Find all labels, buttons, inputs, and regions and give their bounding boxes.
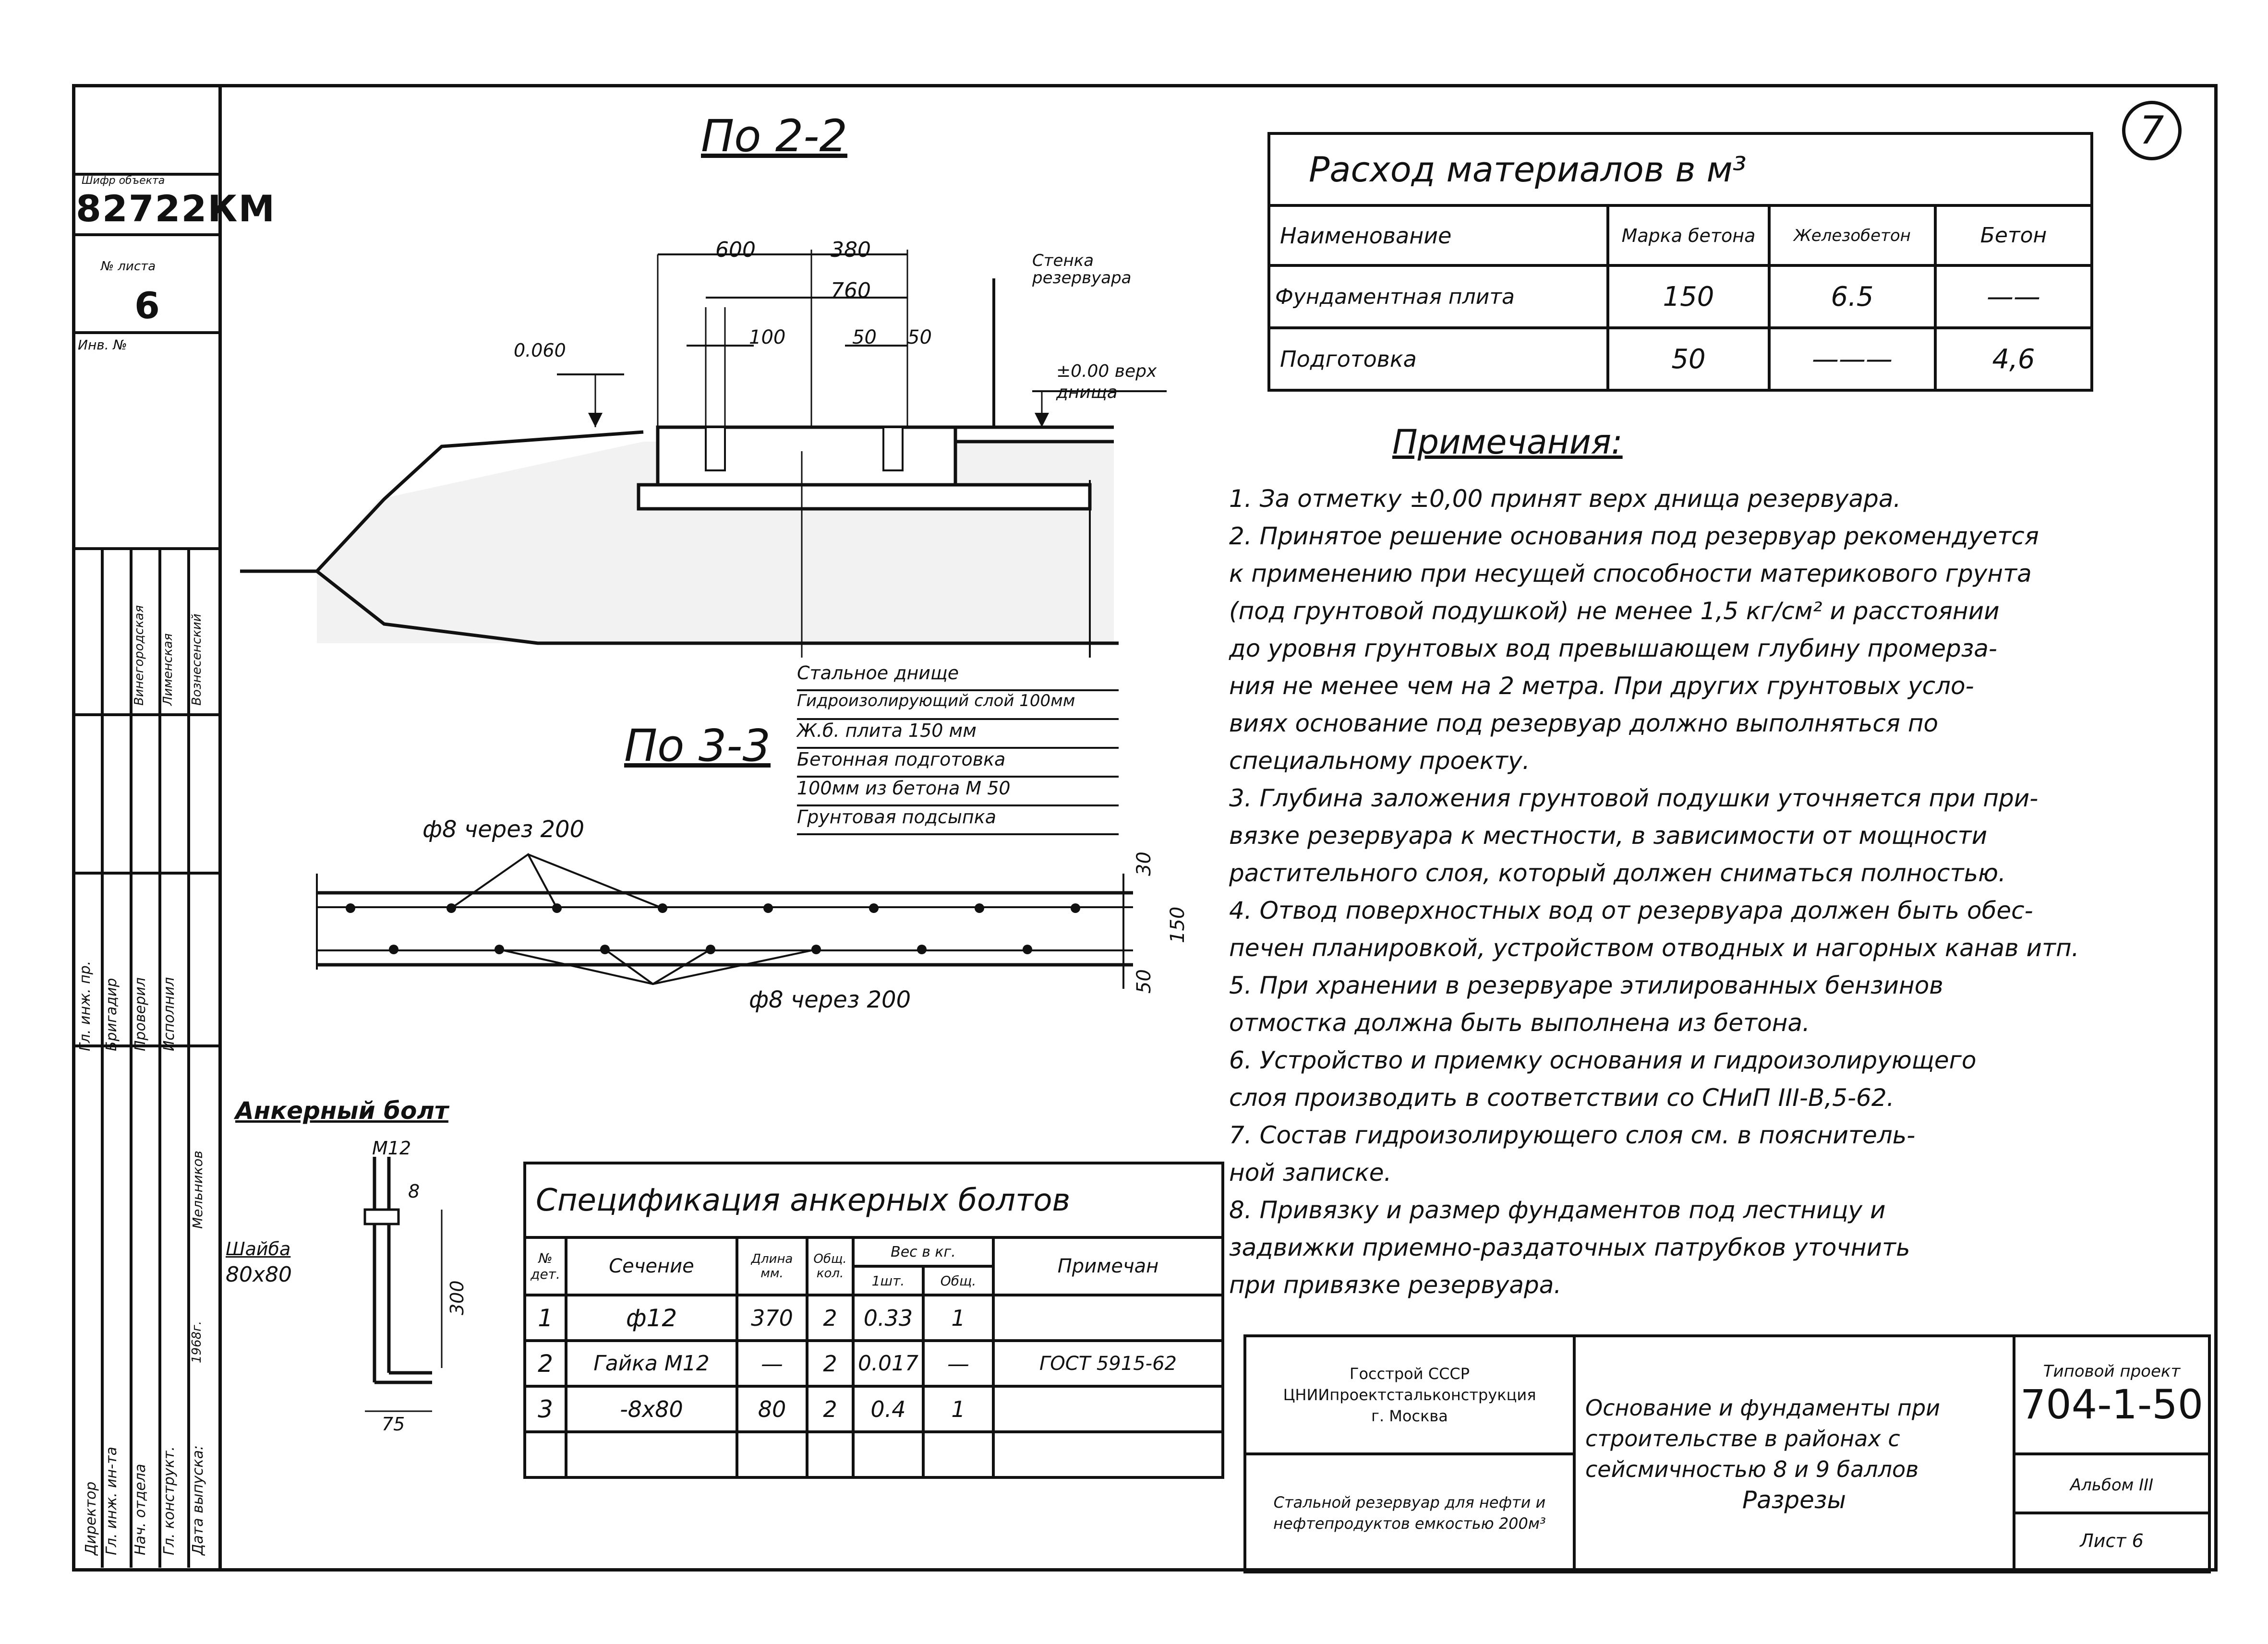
note-line-6: ния не менее чем на 2 метра. При других грунтовых усло- [1229, 672, 1974, 700]
bolt-header-wt: Общ. [923, 1266, 993, 1295]
sheet-no-box [72, 259, 218, 334]
level-right: ±0.00 верх днища [1056, 361, 1157, 402]
materials-header-concrete: Бетон [1935, 205, 2092, 265]
layer-4: Бетонная подготовка [797, 749, 1119, 778]
layer-1: Стальное днище [797, 662, 1119, 691]
materials-row2-rc: ——— [1769, 328, 1935, 390]
note-line-5: до уровня грунтовых вод превышающем глубину промерза- [1229, 635, 1997, 662]
rebar-top-label: ф8 через 200 [422, 816, 585, 843]
materials-header-rc: Железобетон [1769, 205, 1935, 265]
stamp-org: Госстрой СССР ЦНИИпроектстальконструкция г. Москва [1245, 1336, 1574, 1454]
note-line-4: (под грунтовой подушкой) не менее 1,5 кг/см² и расстоянии [1229, 597, 2000, 625]
inv-label: Инв. № [78, 337, 127, 353]
sidebar-role-5: Гл. инж. пр. [77, 960, 94, 1051]
materials-table [1267, 132, 2093, 392]
note-line-2: 2. Принятое решение основания под резервуар рекомендуется [1229, 522, 2039, 550]
dim-50b: 50 [907, 326, 932, 348]
title-stamp [1243, 1334, 2211, 1573]
section-33-title: По 3-3 [624, 720, 771, 771]
note-line-17: слоя производить в соответствии со СНиП III-В,5-62. [1229, 1084, 1894, 1112]
bolt-header-note: Примечан [993, 1237, 1223, 1295]
dim-150: 150 [1167, 906, 1189, 943]
note-line-1: 1. За отметку ±0,00 принят верх днища резервуара. [1229, 485, 1901, 513]
sidebar-role-6: Бригадир [103, 978, 120, 1051]
wall-label: Стенка резервуара [1032, 251, 1132, 288]
note-line-11: растительного слоя, который должен сниматься полностью. [1229, 859, 2006, 887]
note-line-15: отмостка должна быть выполнена из бетона. [1229, 1009, 1810, 1037]
sidebar-name-2: Вознесенский [190, 613, 204, 706]
sidebar-roles: Директор [83, 1481, 99, 1555]
sidebar-name-4: Лименская [161, 633, 175, 706]
section-22-title: По 2-2 [701, 110, 847, 162]
level-left: 0.060 [514, 340, 566, 361]
note-line-18: 7. Состав гидроизолирующего слоя см. в пояснитель- [1229, 1121, 1916, 1149]
materials-row2-name: Подготовка [1269, 328, 1608, 390]
object-code: 82722КМ [76, 187, 276, 230]
sidebar-role-7: Проверил [132, 977, 149, 1051]
anchor-title: Анкерный болт [235, 1097, 448, 1125]
layer-5: 100мм из бетона М 50 [797, 778, 1119, 806]
sidebar-role-4: Гл. конструкт. [161, 1446, 178, 1555]
materials-row1-concrete: —— [1935, 265, 2092, 328]
washer-label: Шайба [226, 1238, 291, 1260]
stamp-project-cell [2014, 1336, 2209, 1454]
stamp-title-cell [1574, 1336, 2014, 1572]
stamp-project-label: Типовой проект [2043, 1362, 2181, 1381]
bolt-header-weight: Вес в кг. [853, 1237, 993, 1266]
anchor-d75: 75 [382, 1414, 405, 1435]
note-line-12: 4. Отвод поверхностных вод от резервуара должен быть обес- [1229, 897, 2033, 924]
sidebar-role-2: Гл. инж. ин-та [103, 1447, 120, 1555]
dim-30: 30 [1133, 852, 1155, 876]
materials-row1-rc: 6.5 [1769, 265, 1935, 328]
note-line-9: 3. Глубина заложения грунтовой подушки уточняется при при- [1229, 784, 2039, 812]
materials-row2-concrete: 4,6 [1935, 328, 2092, 390]
bolt-row: 2 Гайка М12 — 2 0.017 — ГОСТ 5915-62 [525, 1341, 1223, 1386]
bolt-spec-table [523, 1162, 1224, 1479]
stamp-title: Основание и фундаменты при строительстве в районах с сейсмичностью 8 и 9 баллов [1585, 1395, 1941, 1482]
note-line-10: вязке резервуара к местности, в зависимости от мощности [1229, 822, 1988, 850]
materials-title: Расход материалов в м³ [1269, 133, 2092, 205]
anchor-m12: М12 [372, 1138, 411, 1159]
dim-50: 50 [1133, 969, 1155, 994]
stamp-album-cell [2014, 1454, 2209, 1572]
bolt-header-section: Сечение [566, 1237, 737, 1295]
bolt-header-count: Общ. кол. [807, 1237, 853, 1295]
note-line-8: специальному проекту. [1229, 747, 1530, 775]
anchor-d8: 8 [408, 1181, 420, 1202]
note-line-14: 5. При хранении в резервуаре этилированных бензинов [1229, 972, 1943, 999]
sidebar-role-8: Исполнил [161, 977, 178, 1051]
rebar-bottom-label: ф8 через 200 [749, 986, 911, 1013]
dim-100: 100 [749, 326, 786, 348]
sidebar-role-3: Нач. отдела [132, 1464, 149, 1555]
layer-2: Гидроизолирующий слой 100мм [797, 691, 1119, 720]
sidebar-name-year: 1968г. [190, 1320, 204, 1363]
bolt-row: 1 ф12 370 2 0.33 1 [525, 1295, 1223, 1341]
materials-header-name: Наименование [1269, 205, 1608, 265]
bolt-row: 3 -8х80 80 2 0.4 1 [525, 1386, 1223, 1432]
bolt-header-no: № дет. [525, 1237, 566, 1295]
stamp-sheet: Лист 6 [2080, 1530, 2144, 1551]
dim-380: 380 [831, 238, 871, 262]
note-line-20: 8. Привязку и размер фундаментов под лестницу и [1229, 1196, 1886, 1224]
bolt-spec-title: Спецификация анкерных болтов [525, 1163, 1223, 1237]
sheet-no: 6 [134, 284, 160, 327]
stamp-subtitle: Разрезы [1742, 1486, 1846, 1514]
note-line-22: при привязке резервуара. [1229, 1271, 1562, 1299]
sidebar-name-3: Винегородская [132, 605, 146, 706]
layer-6: Грунтовая подсыпка [797, 806, 1119, 835]
sheet-no-label: № листа [101, 259, 156, 274]
bolt-row [525, 1432, 1223, 1477]
note-line-19: ной записке. [1229, 1159, 1392, 1187]
dim-50a: 50 [852, 326, 877, 348]
notes-title: Примечания: [1392, 422, 1623, 462]
bolt-header-w1: 1шт. [853, 1266, 923, 1295]
dim-760: 760 [831, 278, 871, 303]
dim-600: 600 [715, 238, 756, 262]
washer-size: 80х80 [226, 1262, 292, 1287]
sidebar-name-1: Мельников [190, 1151, 205, 1229]
stamp-object: Стальной резервуар для нефти и нефтепродуктов емкостью 200м³ [1245, 1454, 1574, 1572]
stamp-project-no: 704-1-50 [2020, 1381, 2204, 1428]
anchor-d300: 300 [446, 1280, 468, 1315]
object-code-box [72, 173, 276, 236]
layer-3: Ж.б. плита 150 мм [797, 720, 1119, 749]
section-33-drawing [307, 845, 1200, 1003]
object-code-label: Шифр объекта [82, 175, 165, 187]
materials-row1-name: Фундаментная плита [1269, 265, 1608, 328]
sidebar-date: Дата выпуска: [190, 1445, 206, 1555]
materials-row1-grade: 150 [1608, 265, 1769, 328]
layer-list [797, 662, 1119, 835]
materials-row2-grade: 50 [1608, 328, 1769, 390]
note-line-16: 6. Устройство и приемку основания и гидроизолирующего [1229, 1046, 1977, 1074]
stamp-album: Альбом III [2015, 1459, 2208, 1514]
materials-header-grade: Марка бетона [1608, 205, 1769, 265]
note-line-21: задвижки приемно-раздаточных патрубков уточнить [1229, 1234, 1910, 1261]
sheet-number-circle: 7 [2122, 101, 2182, 160]
note-line-13: печен планировкой, устройством отводных и нагорных канав итп. [1229, 934, 2079, 962]
bolt-header-length: Длина мм. [737, 1237, 807, 1295]
note-line-3: к применению при несущей способности материкового грунта [1229, 560, 2032, 588]
note-line-7: виях основание под резервуар должно выполняться по [1229, 709, 1939, 737]
